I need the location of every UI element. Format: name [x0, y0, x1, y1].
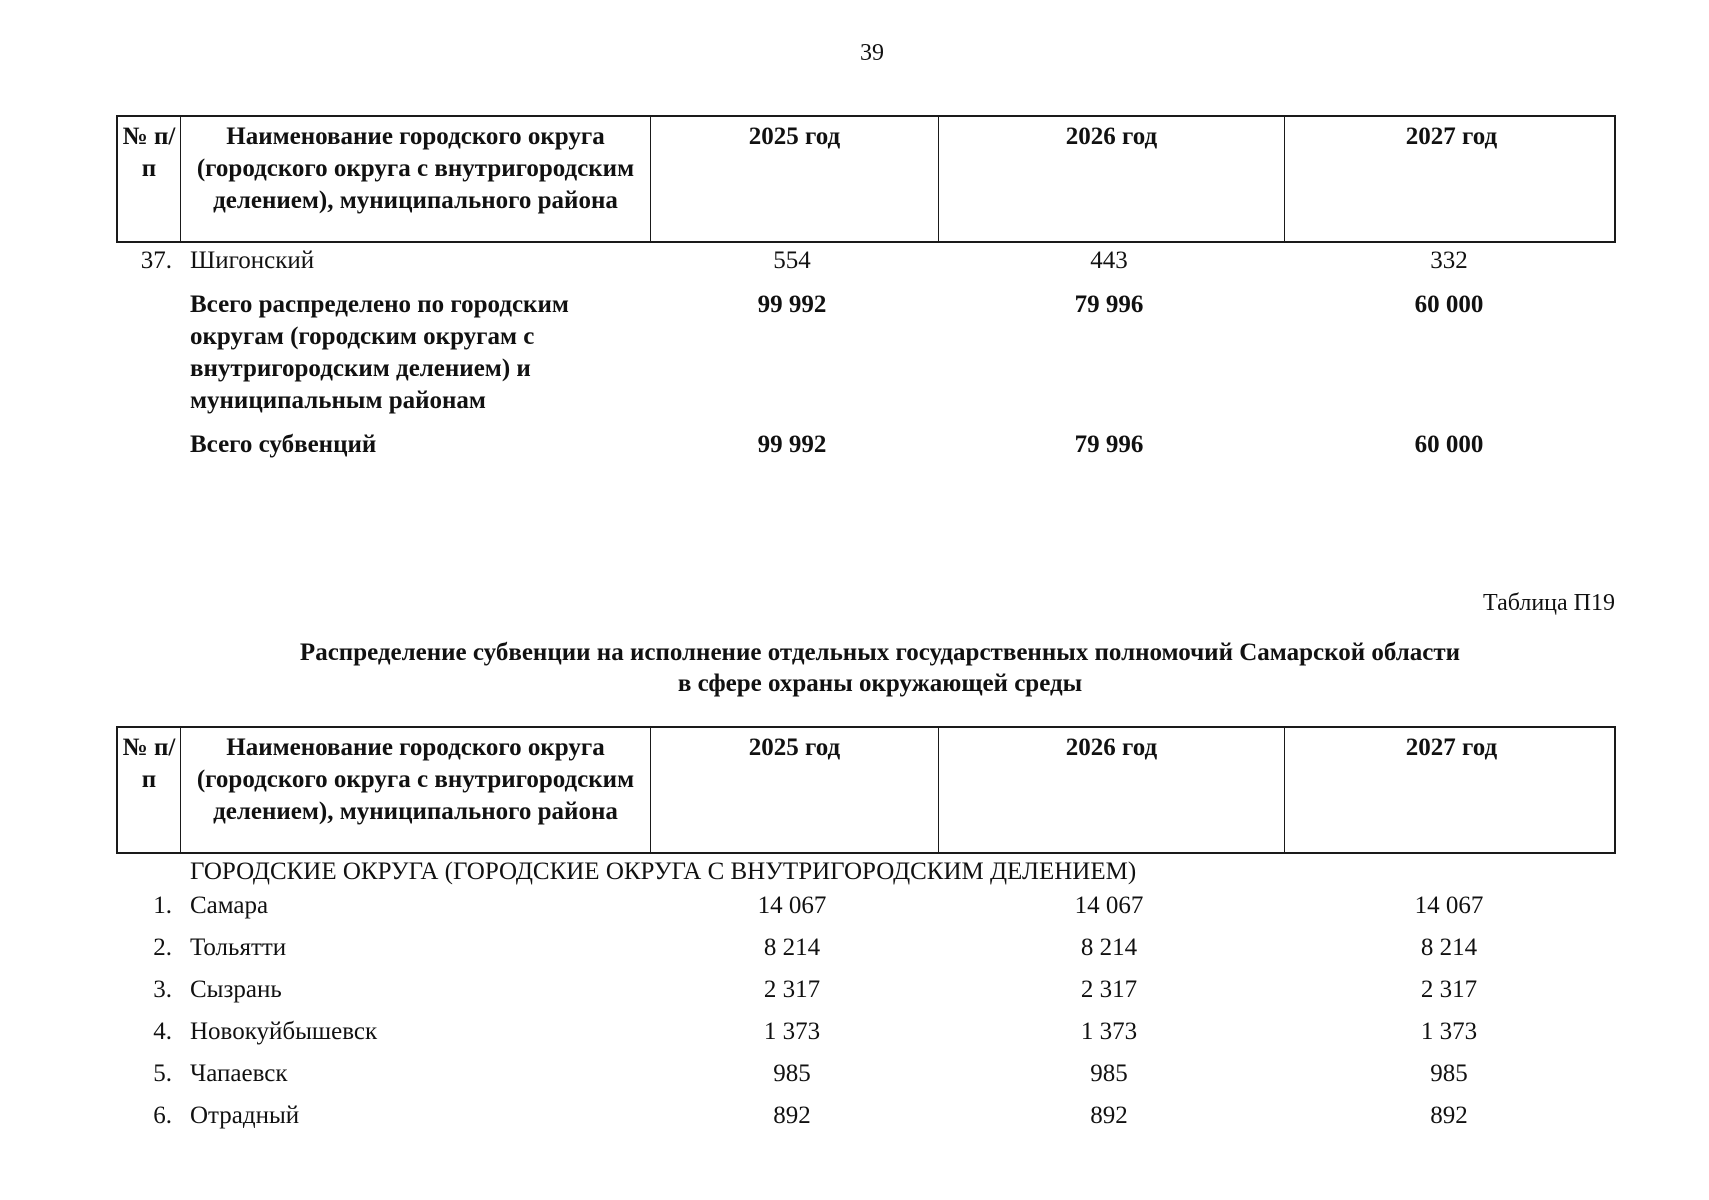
- row-name: Сызрань: [190, 976, 282, 1003]
- total-subventions-2026: 79 996: [1074, 431, 1144, 458]
- total-distributed-label: Всего распределено по городским округам (городским округам с внутригородским делением) и муниципальным районам: [190, 291, 569, 414]
- row-value-2026: 892: [1090, 1102, 1128, 1129]
- row-value-2026: 14 067: [1074, 892, 1144, 919]
- total-distributed-row: [116, 289, 1616, 417]
- header-2025: 2025 год: [650, 728, 938, 852]
- header-name: Наименование городского округа (городского округа с внутригородским делением), муниципального района: [180, 728, 650, 852]
- table-caption: [0, 637, 1709, 699]
- row-value-2025: 554: [773, 247, 811, 274]
- header-2025: 2025 год: [650, 117, 938, 241]
- row-value-2026: 1 373: [1080, 1018, 1138, 1045]
- row-name: Чапаевск: [190, 1060, 288, 1087]
- table-label: Таблица П19: [1483, 590, 1615, 616]
- header-2026: 2026 год: [938, 728, 1284, 852]
- total-subventions-2027: 60 000: [1414, 431, 1484, 458]
- table-row: [116, 1016, 1616, 1048]
- row-value-2027: 2 317: [1420, 976, 1478, 1003]
- table-row: [116, 1058, 1616, 1090]
- total-distributed-2027: 60 000: [1414, 291, 1484, 318]
- row-value-2026: 443: [1090, 247, 1128, 274]
- row-num: 2.: [153, 934, 172, 961]
- page-number: 39: [860, 40, 884, 66]
- section-heading: ГОРОДСКИЕ ОКРУГА (ГОРОДСКИЕ ОКРУГА С ВНУТРИГОРОДСКИМ ДЕЛЕНИЕМ): [190, 858, 1137, 885]
- row-name: Самара: [190, 892, 269, 919]
- header-2027: 2027 год: [1284, 728, 1618, 852]
- table-row: [116, 1100, 1616, 1132]
- row-num: 4.: [153, 1018, 172, 1045]
- row-value-2025: 8 214: [763, 934, 821, 961]
- total-subventions-row: [116, 429, 1616, 461]
- header-num: № п/п: [122, 123, 176, 182]
- header-name: Наименование городского округа (городского округа с внутригородским делением), муниципального района: [180, 117, 650, 241]
- row-num: 37.: [140, 247, 172, 274]
- row-value-2026: 985: [1090, 1060, 1128, 1087]
- table-2: [116, 726, 1616, 1132]
- header-2026: 2026 год: [938, 117, 1284, 241]
- row-value-2025: 985: [773, 1060, 811, 1087]
- row-value-2025: 1 373: [763, 1018, 821, 1045]
- caption-line-2: в сфере охраны окружающей среды: [677, 670, 1083, 697]
- row-value-2027: 8 214: [1420, 934, 1478, 961]
- total-subventions-label: Всего субвенций: [190, 431, 377, 458]
- row-name: Тольятти: [190, 934, 287, 961]
- total-distributed-2025: 99 992: [757, 291, 827, 318]
- row-num: 6.: [153, 1102, 172, 1129]
- table-row: [116, 932, 1616, 964]
- row-name: Шигонский: [190, 247, 315, 274]
- table-1: [116, 115, 1616, 461]
- row-value-2027: 332: [1430, 247, 1468, 274]
- row-value-2027: 14 067: [1414, 892, 1484, 919]
- table-row: [116, 974, 1616, 1006]
- row-value-2027: 985: [1430, 1060, 1468, 1087]
- total-distributed-2026: 79 996: [1074, 291, 1144, 318]
- row-value-2025: 14 067: [757, 892, 827, 919]
- table-row: [116, 245, 1616, 277]
- row-num: 5.: [153, 1060, 172, 1087]
- row-value-2027: 1 373: [1420, 1018, 1478, 1045]
- table-2-header: [116, 726, 1616, 854]
- row-name: Новокуйбышевск: [190, 1018, 378, 1045]
- row-value-2025: 2 317: [763, 976, 821, 1003]
- total-subventions-2025: 99 992: [757, 431, 827, 458]
- caption-line-1: Распределение субвенции на исполнение отдельных государственных полномочий Самарской области: [299, 639, 1461, 666]
- row-num: 1.: [153, 892, 172, 919]
- table-1-header: [116, 115, 1616, 243]
- row-num: 3.: [153, 976, 172, 1003]
- row-name: Отрадный: [190, 1102, 300, 1129]
- header-num: № п/п: [122, 734, 176, 793]
- row-value-2025: 892: [773, 1102, 811, 1129]
- row-value-2027: 892: [1430, 1102, 1468, 1129]
- header-2027: 2027 год: [1284, 117, 1618, 241]
- row-value-2026: 8 214: [1080, 934, 1138, 961]
- row-value-2026: 2 317: [1080, 976, 1138, 1003]
- table-row: [116, 890, 1616, 922]
